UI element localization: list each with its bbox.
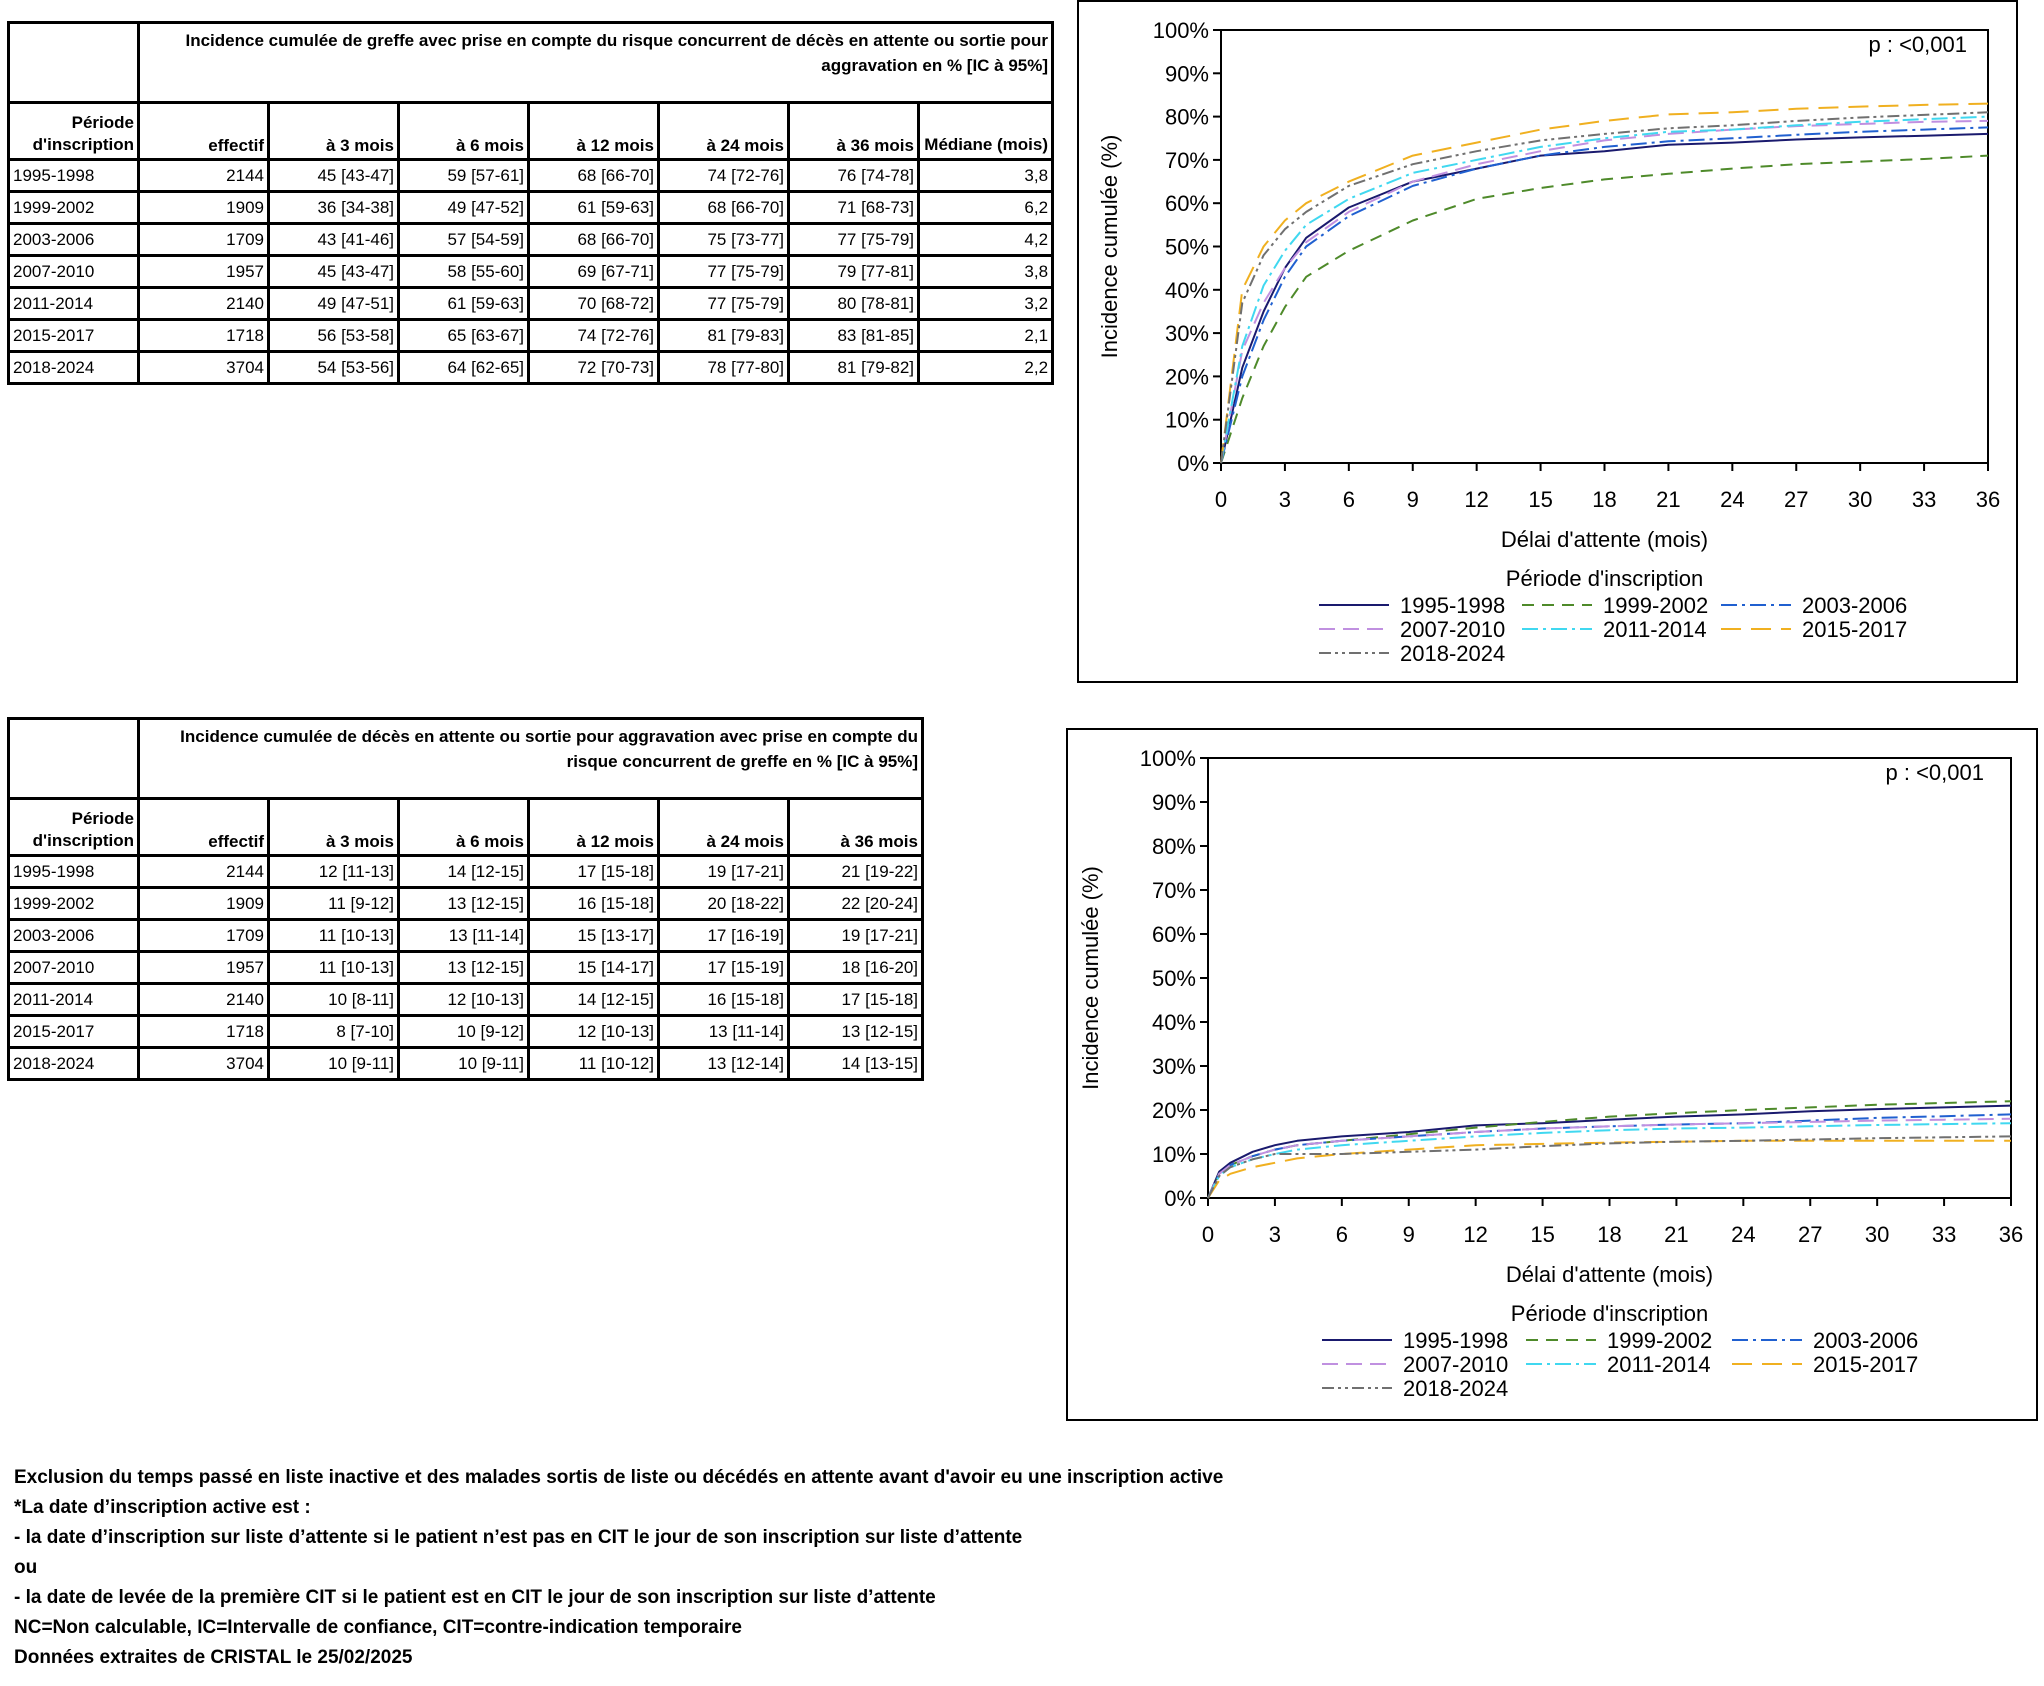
footnote: Données extraites de CRISTAL le 25/02/2025 bbox=[14, 1647, 413, 1668]
table-cell: 2140 bbox=[139, 984, 269, 1016]
table-cell: 49 [47-51] bbox=[269, 288, 399, 320]
x-tick-label: 6 bbox=[1342, 487, 1355, 512]
table-cell: 72 [70-73] bbox=[529, 352, 659, 384]
y-tick-label: 10% bbox=[1164, 407, 1209, 433]
legend-label: 1995-1998 bbox=[1403, 1328, 1509, 1353]
table-header: Incidence cumulée de greffe avec prise en compte du risque concurrent de décès en attente ou sortie pour aggravation en % [IC à 95%] bbox=[139, 23, 1053, 103]
table-cell: 14 [12-15] bbox=[399, 856, 529, 888]
table-cell: 1709 bbox=[139, 920, 269, 952]
table-cell: 1718 bbox=[139, 1016, 269, 1048]
table-cell: 10 [9-12] bbox=[399, 1016, 529, 1048]
table-corner bbox=[9, 719, 139, 799]
y-tick-label: 90% bbox=[1151, 790, 1196, 815]
chart-svg bbox=[1068, 730, 2036, 1419]
table-cell: 61 [59-63] bbox=[399, 288, 529, 320]
table-cell: 10 [9-11] bbox=[269, 1048, 399, 1080]
table-row bbox=[9, 920, 923, 952]
table-row bbox=[9, 856, 923, 888]
table-row bbox=[9, 1048, 923, 1080]
table-cell: 22 [20-24] bbox=[789, 888, 923, 920]
series-line-1995-1998 bbox=[1221, 134, 1988, 463]
table-cell: 81 [79-82] bbox=[789, 352, 919, 384]
table-cell: 19 [17-21] bbox=[789, 920, 923, 952]
x-tick-label: 33 bbox=[1911, 487, 1937, 512]
y-tick-label: 70% bbox=[1151, 878, 1196, 903]
footnote: Exclusion du temps passé en liste inactive et des malades sortis de liste ou décédés en attente avant d'avoir eu une inscription active bbox=[14, 1467, 1224, 1488]
table-cell: 14 [12-15] bbox=[529, 984, 659, 1016]
table-cell: 12 [10-13] bbox=[399, 984, 529, 1016]
table-cell: 75 [73-77] bbox=[659, 224, 789, 256]
x-tick-label: 15 bbox=[1528, 487, 1553, 512]
legend-label: 1995-1998 bbox=[1400, 593, 1506, 618]
table-cell: 21 [19-22] bbox=[789, 856, 923, 888]
column-header: à 6 mois bbox=[399, 799, 529, 856]
table-cell: 10 [9-11] bbox=[399, 1048, 529, 1080]
legend-label: 2018-2024 bbox=[1403, 1376, 1509, 1401]
table-row bbox=[9, 888, 923, 920]
table-cell: 36 [34-38] bbox=[269, 192, 399, 224]
x-tick-label: 21 bbox=[1664, 1222, 1689, 1247]
column-header: à 36 mois bbox=[789, 103, 919, 160]
y-axis-label: Incidence cumulée (%) bbox=[1078, 866, 1103, 1090]
table-cell: 12 [11-13] bbox=[269, 856, 399, 888]
period-cell: 2011-2014 bbox=[9, 984, 139, 1016]
x-tick-label: 3 bbox=[1268, 1222, 1282, 1247]
x-tick-label: 0 bbox=[1201, 1222, 1215, 1247]
table-row bbox=[9, 320, 1053, 352]
y-tick-label: 80% bbox=[1151, 834, 1196, 859]
table-row bbox=[9, 1016, 923, 1048]
table-cell: 77 [75-79] bbox=[659, 256, 789, 288]
series-line-2015-2017 bbox=[1208, 1141, 2011, 1198]
legend-label: 2018-2024 bbox=[1400, 641, 1506, 666]
table-cell: 43 [41-46] bbox=[269, 224, 399, 256]
x-tick-label: 24 bbox=[1731, 1222, 1756, 1247]
table-cell: 13 [12-15] bbox=[399, 952, 529, 984]
table-cell: 20 [18-22] bbox=[659, 888, 789, 920]
column-header-row bbox=[9, 799, 923, 856]
table-cell: 68 [66-70] bbox=[529, 224, 659, 256]
table-cell: 81 [79-83] bbox=[659, 320, 789, 352]
y-tick-label: 100% bbox=[1139, 746, 1196, 771]
table-cell: 2144 bbox=[139, 856, 269, 888]
table-row bbox=[9, 952, 923, 984]
legend-label: 2007-2010 bbox=[1403, 1352, 1509, 1377]
period-cell: 2018-2024 bbox=[9, 1048, 139, 1080]
table-cell: 8 [7-10] bbox=[269, 1016, 399, 1048]
table-cell: 59 [57-61] bbox=[399, 160, 529, 192]
plot-frame bbox=[1208, 758, 2011, 1198]
graft-incidence-table bbox=[7, 21, 1054, 385]
table-cell: 58 [55-60] bbox=[399, 256, 529, 288]
table-cell: 17 [15-18] bbox=[529, 856, 659, 888]
legend-label: 2015-2017 bbox=[1802, 617, 1908, 642]
table-cell: 77 [75-79] bbox=[789, 224, 919, 256]
legend-label: 2011-2014 bbox=[1607, 1352, 1711, 1377]
table-cell: 3704 bbox=[139, 1048, 269, 1080]
table-cell: 1909 bbox=[139, 192, 269, 224]
y-tick-label: 70% bbox=[1164, 147, 1209, 173]
footnote: *La date d’inscription active est : bbox=[14, 1497, 311, 1518]
x-tick-label: 21 bbox=[1656, 487, 1681, 512]
x-tick-label: 30 bbox=[1847, 487, 1873, 512]
table-cell: 15 [13-17] bbox=[529, 920, 659, 952]
footnote: NC=Non calculable, IC=Intervalle de confiance, CIT=contre-indication temporaire bbox=[14, 1617, 742, 1638]
table-cell: 3704 bbox=[139, 352, 269, 384]
x-tick-label: 9 bbox=[1406, 487, 1419, 512]
table-cell: 45 [43-47] bbox=[269, 256, 399, 288]
column-header: effectif bbox=[139, 103, 269, 160]
table-cell: 3,2 bbox=[919, 288, 1053, 320]
table-cell: 74 [72-76] bbox=[659, 160, 789, 192]
table-cell: 11 [10-13] bbox=[269, 952, 399, 984]
column-header: à 3 mois bbox=[269, 799, 399, 856]
table-cell: 68 [66-70] bbox=[659, 192, 789, 224]
table-cell: 49 [47-52] bbox=[399, 192, 529, 224]
period-cell: 2018-2024 bbox=[9, 352, 139, 384]
table-row bbox=[9, 984, 923, 1016]
x-tick-label: 33 bbox=[1931, 1222, 1957, 1247]
footnote: - la date d’inscription sur liste d’attente si le patient n’est pas en CIT le jour de son inscription sur liste d’attente bbox=[14, 1527, 1023, 1548]
graft-incidence-chart bbox=[1077, 0, 2018, 683]
table-cell: 68 [66-70] bbox=[529, 160, 659, 192]
table-cell: 4,2 bbox=[919, 224, 1053, 256]
table-cell: 1718 bbox=[139, 320, 269, 352]
table-cell: 11 [10-12] bbox=[529, 1048, 659, 1080]
table-cell: 13 [12-15] bbox=[789, 1016, 923, 1048]
column-header: à 24 mois bbox=[659, 103, 789, 160]
table-cell: 15 [14-17] bbox=[529, 952, 659, 984]
x-axis-label: Délai d'attente (mois) bbox=[1505, 1262, 1714, 1287]
legend-label: 1999-2002 bbox=[1607, 1328, 1713, 1353]
table-cell: 64 [62-65] bbox=[399, 352, 529, 384]
table-row bbox=[9, 256, 1053, 288]
x-tick-label: 6 bbox=[1335, 1222, 1348, 1247]
column-header: à 24 mois bbox=[659, 799, 789, 856]
legend-label: 1999-2002 bbox=[1603, 593, 1709, 618]
table-cell: 13 [11-14] bbox=[659, 1016, 789, 1048]
series-line-2007-2010 bbox=[1221, 121, 1988, 463]
plot-frame bbox=[1221, 30, 1988, 463]
y-tick-label: 20% bbox=[1164, 364, 1209, 390]
y-tick-label: 80% bbox=[1164, 104, 1209, 130]
table-cell: 70 [68-72] bbox=[529, 288, 659, 320]
table-cell: 2,1 bbox=[919, 320, 1053, 352]
x-tick-label: 12 bbox=[1463, 1222, 1488, 1247]
table-cell: 80 [78-81] bbox=[789, 288, 919, 320]
table-cell: 1957 bbox=[139, 256, 269, 288]
period-cell: 2007-2010 bbox=[9, 256, 139, 288]
y-tick-label: 30% bbox=[1151, 1054, 1196, 1079]
table-cell: 1957 bbox=[139, 952, 269, 984]
period-cell: 2011-2014 bbox=[9, 288, 139, 320]
x-tick-label: 12 bbox=[1464, 487, 1489, 512]
y-tick-label: 0% bbox=[1177, 451, 1209, 476]
table-row bbox=[9, 160, 1053, 192]
legend-label: 2003-2006 bbox=[1802, 593, 1908, 618]
table-cell: 12 [10-13] bbox=[529, 1016, 659, 1048]
y-tick-label: 40% bbox=[1151, 1010, 1196, 1035]
legend-title: Période d'inscription bbox=[1510, 1301, 1709, 1326]
series-line-2011-2014 bbox=[1221, 117, 1988, 463]
table-cell: 16 [15-18] bbox=[529, 888, 659, 920]
table-cell: 78 [77-80] bbox=[659, 352, 789, 384]
table-cell: 10 [8-11] bbox=[269, 984, 399, 1016]
table-cell: 65 [63-67] bbox=[399, 320, 529, 352]
period-cell: 1999-2002 bbox=[9, 192, 139, 224]
footnote: - la date de levée de la première CIT si le patient est en CIT le jour de son inscription sur liste d’attente bbox=[14, 1587, 936, 1608]
table-cell: 76 [74-78] bbox=[789, 160, 919, 192]
footnotes bbox=[14, 1463, 1223, 1673]
x-tick-label: 27 bbox=[1798, 1222, 1823, 1247]
column-header: Période d'inscription bbox=[9, 103, 139, 160]
table-cell: 83 [81-85] bbox=[789, 320, 919, 352]
column-header: à 3 mois bbox=[269, 103, 399, 160]
column-header: Période d'inscription bbox=[9, 799, 139, 856]
period-cell: 1999-2002 bbox=[9, 888, 139, 920]
table-cell: 13 [12-15] bbox=[399, 888, 529, 920]
legend-label: 2003-2006 bbox=[1813, 1328, 1919, 1353]
table-header: Incidence cumulée de décès en attente ou sortie pour aggravation avec prise en compte du risque concurrent de greffe en % [IC à 95%] bbox=[139, 719, 923, 799]
y-axis-label: Incidence cumulée (%) bbox=[1097, 134, 1122, 359]
table-cell: 57 [54-59] bbox=[399, 224, 529, 256]
table-cell: 13 [12-14] bbox=[659, 1048, 789, 1080]
death-incidence-chart bbox=[1066, 728, 2038, 1421]
x-tick-label: 15 bbox=[1530, 1222, 1555, 1247]
table-cell: 3,8 bbox=[919, 160, 1053, 192]
table-corner bbox=[9, 23, 139, 103]
period-cell: 2015-2017 bbox=[9, 320, 139, 352]
table-cell: 19 [17-21] bbox=[659, 856, 789, 888]
table-cell: 45 [43-47] bbox=[269, 160, 399, 192]
table-cell: 54 [53-56] bbox=[269, 352, 399, 384]
y-tick-label: 50% bbox=[1164, 234, 1209, 260]
x-tick-label: 27 bbox=[1784, 487, 1809, 512]
series-line-2011-2014 bbox=[1208, 1123, 2011, 1198]
x-tick-label: 30 bbox=[1864, 1222, 1890, 1247]
table-cell: 11 [10-13] bbox=[269, 920, 399, 952]
death-incidence-table bbox=[7, 717, 924, 1081]
column-header: effectif bbox=[139, 799, 269, 856]
table-cell: 79 [77-81] bbox=[789, 256, 919, 288]
column-header: Médiane (mois) bbox=[919, 103, 1053, 160]
table-row bbox=[9, 288, 1053, 320]
table-cell: 13 [11-14] bbox=[399, 920, 529, 952]
series-line-2015-2017 bbox=[1221, 104, 1988, 463]
x-tick-label: 18 bbox=[1592, 487, 1617, 512]
y-tick-label: 90% bbox=[1164, 61, 1209, 87]
column-header: à 6 mois bbox=[399, 103, 529, 160]
x-tick-label: 24 bbox=[1720, 487, 1745, 512]
x-tick-label: 9 bbox=[1402, 1222, 1415, 1247]
table-cell: 1909 bbox=[139, 888, 269, 920]
column-header: à 12 mois bbox=[529, 799, 659, 856]
y-tick-label: 100% bbox=[1152, 18, 1209, 43]
p-value-annotation: p : <0,001 bbox=[1868, 32, 1967, 57]
x-tick-label: 36 bbox=[1975, 487, 2001, 512]
table-cell: 77 [75-79] bbox=[659, 288, 789, 320]
table-cell: 1709 bbox=[139, 224, 269, 256]
column-header: à 12 mois bbox=[529, 103, 659, 160]
table-cell: 14 [13-15] bbox=[789, 1048, 923, 1080]
period-cell: 1995-1998 bbox=[9, 160, 139, 192]
table-cell: 2140 bbox=[139, 288, 269, 320]
table-row bbox=[9, 224, 1053, 256]
y-tick-label: 40% bbox=[1164, 277, 1209, 303]
table-cell: 17 [15-18] bbox=[789, 984, 923, 1016]
table-cell: 2144 bbox=[139, 160, 269, 192]
legend-label: 2011-2014 bbox=[1603, 617, 1707, 642]
table-cell: 69 [67-71] bbox=[529, 256, 659, 288]
table-cell: 2,2 bbox=[919, 352, 1053, 384]
table-cell: 74 [72-76] bbox=[529, 320, 659, 352]
period-cell: 1995-1998 bbox=[9, 856, 139, 888]
table-cell: 11 [9-12] bbox=[269, 888, 399, 920]
y-tick-label: 60% bbox=[1151, 922, 1196, 947]
table-cell: 17 [16-19] bbox=[659, 920, 789, 952]
x-tick-label: 18 bbox=[1597, 1222, 1622, 1247]
y-tick-label: 20% bbox=[1151, 1098, 1196, 1123]
x-tick-label: 36 bbox=[1998, 1222, 2024, 1247]
table-cell: 6,2 bbox=[919, 192, 1053, 224]
period-cell: 2003-2006 bbox=[9, 920, 139, 952]
footnote: ou bbox=[14, 1557, 38, 1578]
table-cell: 3,8 bbox=[919, 256, 1053, 288]
table-cell: 61 [59-63] bbox=[529, 192, 659, 224]
series-line-1999-2002 bbox=[1221, 156, 1988, 463]
period-cell: 2015-2017 bbox=[9, 1016, 139, 1048]
table-cell: 18 [16-20] bbox=[789, 952, 923, 984]
y-tick-label: 0% bbox=[1164, 1186, 1196, 1211]
table-cell: 17 [15-19] bbox=[659, 952, 789, 984]
y-tick-label: 50% bbox=[1151, 966, 1196, 991]
legend-label: 2007-2010 bbox=[1400, 617, 1506, 642]
chart-svg bbox=[1079, 2, 2016, 681]
table-row bbox=[9, 192, 1053, 224]
x-axis-label: Délai d'attente (mois) bbox=[1500, 527, 1709, 552]
series-line-2003-2006 bbox=[1221, 127, 1988, 463]
x-tick-label: 0 bbox=[1214, 487, 1228, 512]
p-value-annotation: p : <0,001 bbox=[1885, 760, 1984, 785]
series-line-1999-2002 bbox=[1208, 1101, 2011, 1198]
y-tick-label: 30% bbox=[1164, 321, 1209, 347]
column-header-row bbox=[9, 103, 1053, 160]
legend-title: Période d'inscription bbox=[1505, 566, 1704, 591]
table-cell: 16 [15-18] bbox=[659, 984, 789, 1016]
series-line-2018-2024 bbox=[1221, 112, 1988, 463]
table-cell: 56 [53-58] bbox=[269, 320, 399, 352]
period-cell: 2007-2010 bbox=[9, 952, 139, 984]
y-tick-label: 60% bbox=[1164, 191, 1209, 217]
column-header: à 36 mois bbox=[789, 799, 923, 856]
period-cell: 2003-2006 bbox=[9, 224, 139, 256]
legend-label: 2015-2017 bbox=[1813, 1352, 1919, 1377]
table-row bbox=[9, 352, 1053, 384]
x-tick-label: 3 bbox=[1278, 487, 1292, 512]
y-tick-label: 10% bbox=[1151, 1142, 1196, 1167]
table-cell: 71 [68-73] bbox=[789, 192, 919, 224]
